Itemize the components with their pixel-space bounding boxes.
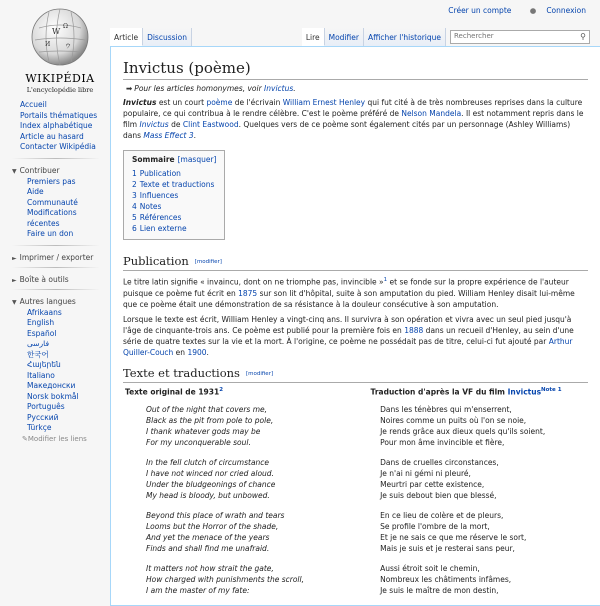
link-henley[interactable]: William Ernest Henley: [282, 98, 366, 107]
poem-line: For my unconquerable soul.: [146, 438, 251, 447]
toc-item[interactable]: [132, 179, 216, 190]
intro-paragraph: [123, 97, 588, 141]
search-box: [450, 30, 590, 44]
poem-line: Finds and shall find me unafraid.: [146, 544, 270, 553]
paragraph-text: Le titre latin signifie « invaincu, dont on ne triomphe pas, invincible »: [123, 277, 384, 287]
link-mandela[interactable]: Nelson Mandela: [401, 109, 462, 118]
tab-edit[interactable]: Modifier: [325, 28, 364, 46]
tools-heading-label: Boîte à outils: [19, 274, 69, 284]
link-quiller-couch[interactable]: Arthur Quiller-Couch: [123, 336, 573, 357]
edit-links[interactable]: [0, 435, 110, 443]
contribute-heading[interactable]: [12, 166, 110, 175]
sidebar-divider: [12, 267, 100, 268]
toc-number: 4: [132, 202, 137, 211]
paragraph-text: sur son lit d'hôpital, suite à son amputation du pied. William Henley disait lui-même que ce poème était une démonstration de sa résistance à la douleur consécutive à son amputation.: [123, 288, 575, 309]
page-title: Invictus (poème): [123, 59, 588, 80]
sidebar-divider: [12, 245, 100, 246]
sidebar-navigation: [0, 100, 110, 153]
svg-text:ウ: ウ: [65, 43, 72, 50]
hatnote: [123, 84, 588, 93]
note-link[interactable]: Note 1: [541, 386, 562, 393]
toc-number: 6: [132, 224, 137, 233]
translated-poem: [342, 400, 588, 605]
original-text-header: [123, 387, 342, 401]
tab-article[interactable]: Article: [110, 28, 143, 46]
wikipedia-logo[interactable]: [10, 6, 110, 98]
toc-item[interactable]: [132, 212, 216, 223]
toc-label: Texte et traductions: [139, 180, 215, 189]
toc-number: 1: [132, 169, 137, 178]
language-link[interactable]: 한국어: [27, 349, 49, 359]
link-invictus-film[interactable]: Invictus: [507, 387, 542, 396]
link-1875[interactable]: 1875: [238, 288, 258, 298]
stanza: [123, 563, 342, 596]
sidebar-item-help[interactable]: Aide: [27, 187, 44, 196]
paragraph-text: dans un recueil d'Henley, au sein d'une série de quatre textes sur la vie et la mort. À l'origine, ce poème ne possédait pas de titre, celui-ci fut ajouté par: [123, 325, 574, 346]
section-title: Texte et traductions: [123, 365, 240, 380]
intro-text: qui fut cité à de très nombreuses reprises dans la culture populaire, ce qui contribua à le rendre célèbre. C'est le poème préféré de: [123, 98, 583, 118]
svg-text:W: W: [52, 27, 61, 36]
poem-table: [123, 387, 588, 606]
poem-line: Se profile l'ombre de la mort,: [380, 522, 490, 531]
paragraph-text: Lorsque le texte est écrit, William Henley a vingt-cinq ans. Il survivra à son opération et vivra avec un seul pied jusqu'à l'âge de cinquante-trois ans. Ce poème est publié pour la première fois en: [123, 314, 572, 335]
edit-links-label: Modifier les liens: [27, 434, 87, 443]
stanza: [342, 563, 588, 596]
poem-line: I have not winced nor cried aloud.: [146, 469, 274, 478]
sidebar-divider: [12, 158, 100, 159]
view-tabs: [302, 28, 590, 46]
languages-list: [0, 308, 110, 434]
publication-paragraph-2: [123, 314, 588, 358]
expanded-arrow-icon: ▼: [12, 298, 17, 306]
tools-heading[interactable]: [12, 275, 110, 284]
poem-line: Noires comme un puits où l'on se noie,: [380, 416, 527, 425]
stanza: [123, 510, 342, 554]
intro-text: est un court: [156, 98, 207, 107]
section-heading-publication: [123, 254, 588, 271]
svg-text:Ω: Ω: [63, 23, 68, 30]
poem-line: Dans de cruelles circonstances,: [380, 458, 499, 467]
sidebar-item-community[interactable]: Communauté: [27, 197, 78, 207]
toc-number: 5: [132, 213, 137, 222]
stanza: [342, 510, 588, 554]
print-heading-label: Imprimer / exporter: [19, 252, 94, 262]
poem-line: How charged with punishments the scroll,: [146, 575, 304, 584]
sidebar-item-index[interactable]: Index alphabétique: [20, 121, 93, 130]
section-edit-link[interactable]: [modifier]: [194, 259, 222, 265]
poem-line: Out of the night that covers me,: [146, 405, 268, 414]
pencil-icon: ✎: [22, 434, 28, 443]
toc-label: Notes: [139, 202, 162, 211]
expanded-arrow-icon: ▼: [12, 167, 17, 175]
user-icon: ●: [529, 6, 537, 15]
tab-read[interactable]: Lire: [302, 28, 325, 46]
sidebar-item-random[interactable]: Article au hasard: [20, 131, 84, 141]
intro-bold-title: Invictus: [123, 98, 157, 107]
collapsed-arrow-icon: ►: [12, 276, 17, 284]
article-content: [110, 46, 600, 606]
sidebar-item-recent-changes[interactable]: Modifications récentes: [27, 208, 77, 228]
toc-header: [132, 155, 216, 164]
translation-header: [342, 387, 588, 401]
poem-line: Pour mon âme invincible et fière,: [380, 438, 505, 447]
poem-line: Under the bludgeonings of chance: [146, 480, 276, 489]
language-link[interactable]: Русский: [27, 412, 59, 422]
poem-line: It matters not how strait the gate,: [146, 564, 274, 573]
contribute-heading-label: Contribuer: [19, 165, 60, 175]
search-input[interactable]: [454, 32, 574, 40]
footnote-link[interactable]: 1: [383, 277, 388, 283]
section-heading-texts: [123, 366, 588, 383]
login-link[interactable]: [522, 6, 586, 15]
original-poem: [123, 400, 342, 605]
link-mass-effect[interactable]: Mass Effect 3: [143, 131, 194, 140]
create-account-link[interactable]: Créer un compte: [448, 6, 512, 15]
sidebar-item-home[interactable]: Accueil: [20, 100, 47, 109]
toc-number: 3: [132, 191, 137, 200]
poem-line: Looms but the Horror of the shade,: [146, 522, 279, 531]
poem-line: Dans les ténèbres qui m'enserrent,: [380, 405, 512, 414]
stanza: [342, 457, 588, 501]
hatnote-prefix: Pour les articles homonymes, voir: [134, 84, 265, 93]
sidebar-item-contact[interactable]: Contacter Wikipédia: [20, 142, 96, 151]
languages-heading-label: Autres langues: [19, 296, 76, 306]
poem-line: Je n'ai ni gémi ni pleuré,: [380, 469, 471, 478]
stanza: [123, 404, 342, 448]
login-label: Connexion: [546, 6, 586, 15]
namespace-tabs: [110, 28, 192, 46]
publication-paragraph-1: [123, 275, 588, 310]
poem-line: En ce lieu de colère et de pleurs,: [380, 511, 504, 520]
paragraph-text: .: [206, 347, 209, 357]
toc-toggle[interactable]: [masquer]: [177, 155, 217, 164]
poem-line: In the fell clutch of circumstance: [146, 458, 270, 467]
language-link[interactable]: Македонски: [27, 381, 76, 390]
poem-line: I thank whatever gods may be: [146, 427, 261, 436]
logo-wordmark: WIKIPÉDIA: [25, 72, 95, 85]
language-link[interactable]: Afrikaans: [27, 307, 62, 317]
tab-discussion[interactable]: Discussion: [143, 28, 192, 46]
personal-tools: [440, 6, 586, 15]
language-link[interactable]: فارسی: [27, 339, 50, 348]
section-title: Publication: [123, 254, 189, 268]
toc-number: 2: [132, 180, 137, 189]
sidebar-item-portals[interactable]: Portails thématiques: [20, 110, 98, 120]
language-link[interactable]: Italiano: [27, 370, 55, 380]
toc-item[interactable]: [132, 190, 216, 201]
toc-label: Lien externe: [139, 224, 187, 233]
language-link[interactable]: Español: [27, 328, 57, 338]
language-link[interactable]: Norsk bokmål: [27, 391, 79, 401]
poem-line: My head is bloody, but unbowed.: [146, 491, 270, 500]
poem-line: Et je ne sais ce que me réserve le sort,: [380, 533, 527, 542]
sidebar-item-donate[interactable]: Faire un don: [27, 229, 74, 238]
intro-text: de: [168, 120, 183, 129]
poem-line: Beyond this place of wrath and tears: [146, 511, 285, 520]
toc-item[interactable]: [132, 168, 216, 179]
language-link[interactable]: Português: [27, 402, 65, 411]
sidebar: [0, 100, 110, 443]
poem-line: Je suis le maître de mon destin,: [380, 586, 499, 595]
search-icon[interactable]: ⚲: [580, 32, 586, 41]
poem-line: And yet the menace of the years: [146, 533, 270, 542]
hatnote-suffix: .: [293, 84, 296, 93]
footnote-link[interactable]: 2: [219, 386, 224, 393]
poem-line: Mais je suis et je resterai sans peur,: [380, 544, 515, 553]
poem-line: Black as the pit from pole to pole,: [146, 416, 274, 425]
tab-history[interactable]: Afficher l'historique: [364, 28, 446, 46]
section-edit-link[interactable]: [modifier]: [245, 370, 274, 377]
language-link[interactable]: Türkçe: [27, 423, 52, 432]
toc-item[interactable]: [132, 201, 216, 212]
intro-text: .: [193, 131, 197, 140]
sidebar-divider: [12, 289, 100, 290]
intro-text: . Quelques vers de ce poème sont également cités par un personnage (Ashley Williams) dans: [123, 120, 571, 140]
link-invictus-film[interactable]: Invictus: [139, 120, 169, 129]
languages-heading[interactable]: [12, 297, 110, 306]
poem-line: Meurtri par cette existence,: [380, 480, 485, 489]
toc-title: Sommaire: [132, 155, 175, 164]
puzzle-globe-icon: [29, 6, 91, 68]
link-eastwood[interactable]: Clint Eastwood: [182, 120, 239, 129]
poem-line: Je suis debout bien que blessé,: [380, 491, 497, 500]
poem-line: Aussi étroit soit le chemin,: [380, 564, 480, 573]
print-heading[interactable]: [12, 253, 110, 262]
link-1888[interactable]: 1888: [404, 325, 424, 335]
toc-list: [132, 168, 216, 234]
disambiguation-icon: ➡: [126, 84, 133, 93]
toc-label: Publication: [139, 169, 181, 178]
header-label: Texte original de 1931: [125, 387, 220, 396]
sidebar-item-first-steps[interactable]: Premiers pas: [27, 176, 76, 186]
toc-label: Références: [139, 213, 182, 222]
toc-label: Influences: [139, 191, 179, 200]
contribute-list: [0, 177, 110, 240]
language-link[interactable]: Հայերեն: [27, 360, 61, 369]
paragraph-text: en: [173, 347, 188, 357]
header-label: Traduction d'après la VF du film: [370, 387, 508, 396]
stanza: [123, 457, 342, 501]
svg-text:И: И: [45, 41, 51, 48]
logo-tagline: L'encyclopédie libre: [26, 86, 94, 94]
stanza: [342, 404, 588, 448]
language-link[interactable]: English: [27, 318, 55, 327]
hatnote-link[interactable]: Invictus: [264, 84, 294, 93]
poem-line: I am the master of my fate:: [146, 586, 250, 595]
intro-text: de l'écrivain: [232, 98, 283, 107]
paragraph-text: et se fonde sur la propre expérience de l'auteur puisque ce poème fut écrit en: [123, 277, 569, 298]
table-of-contents: [123, 150, 225, 240]
poem-line: Je rends grâce aux dieux quels qu'ils soient,: [380, 427, 546, 436]
intro-text: . Il est notamment repris dans le film: [123, 109, 584, 129]
poem-line: Nombreux les châtiments infâmes,: [380, 575, 512, 584]
link-1900[interactable]: 1900: [187, 347, 207, 357]
collapsed-arrow-icon: ►: [12, 254, 17, 262]
link-poeme[interactable]: poème: [206, 98, 233, 107]
toc-item[interactable]: [132, 223, 216, 234]
